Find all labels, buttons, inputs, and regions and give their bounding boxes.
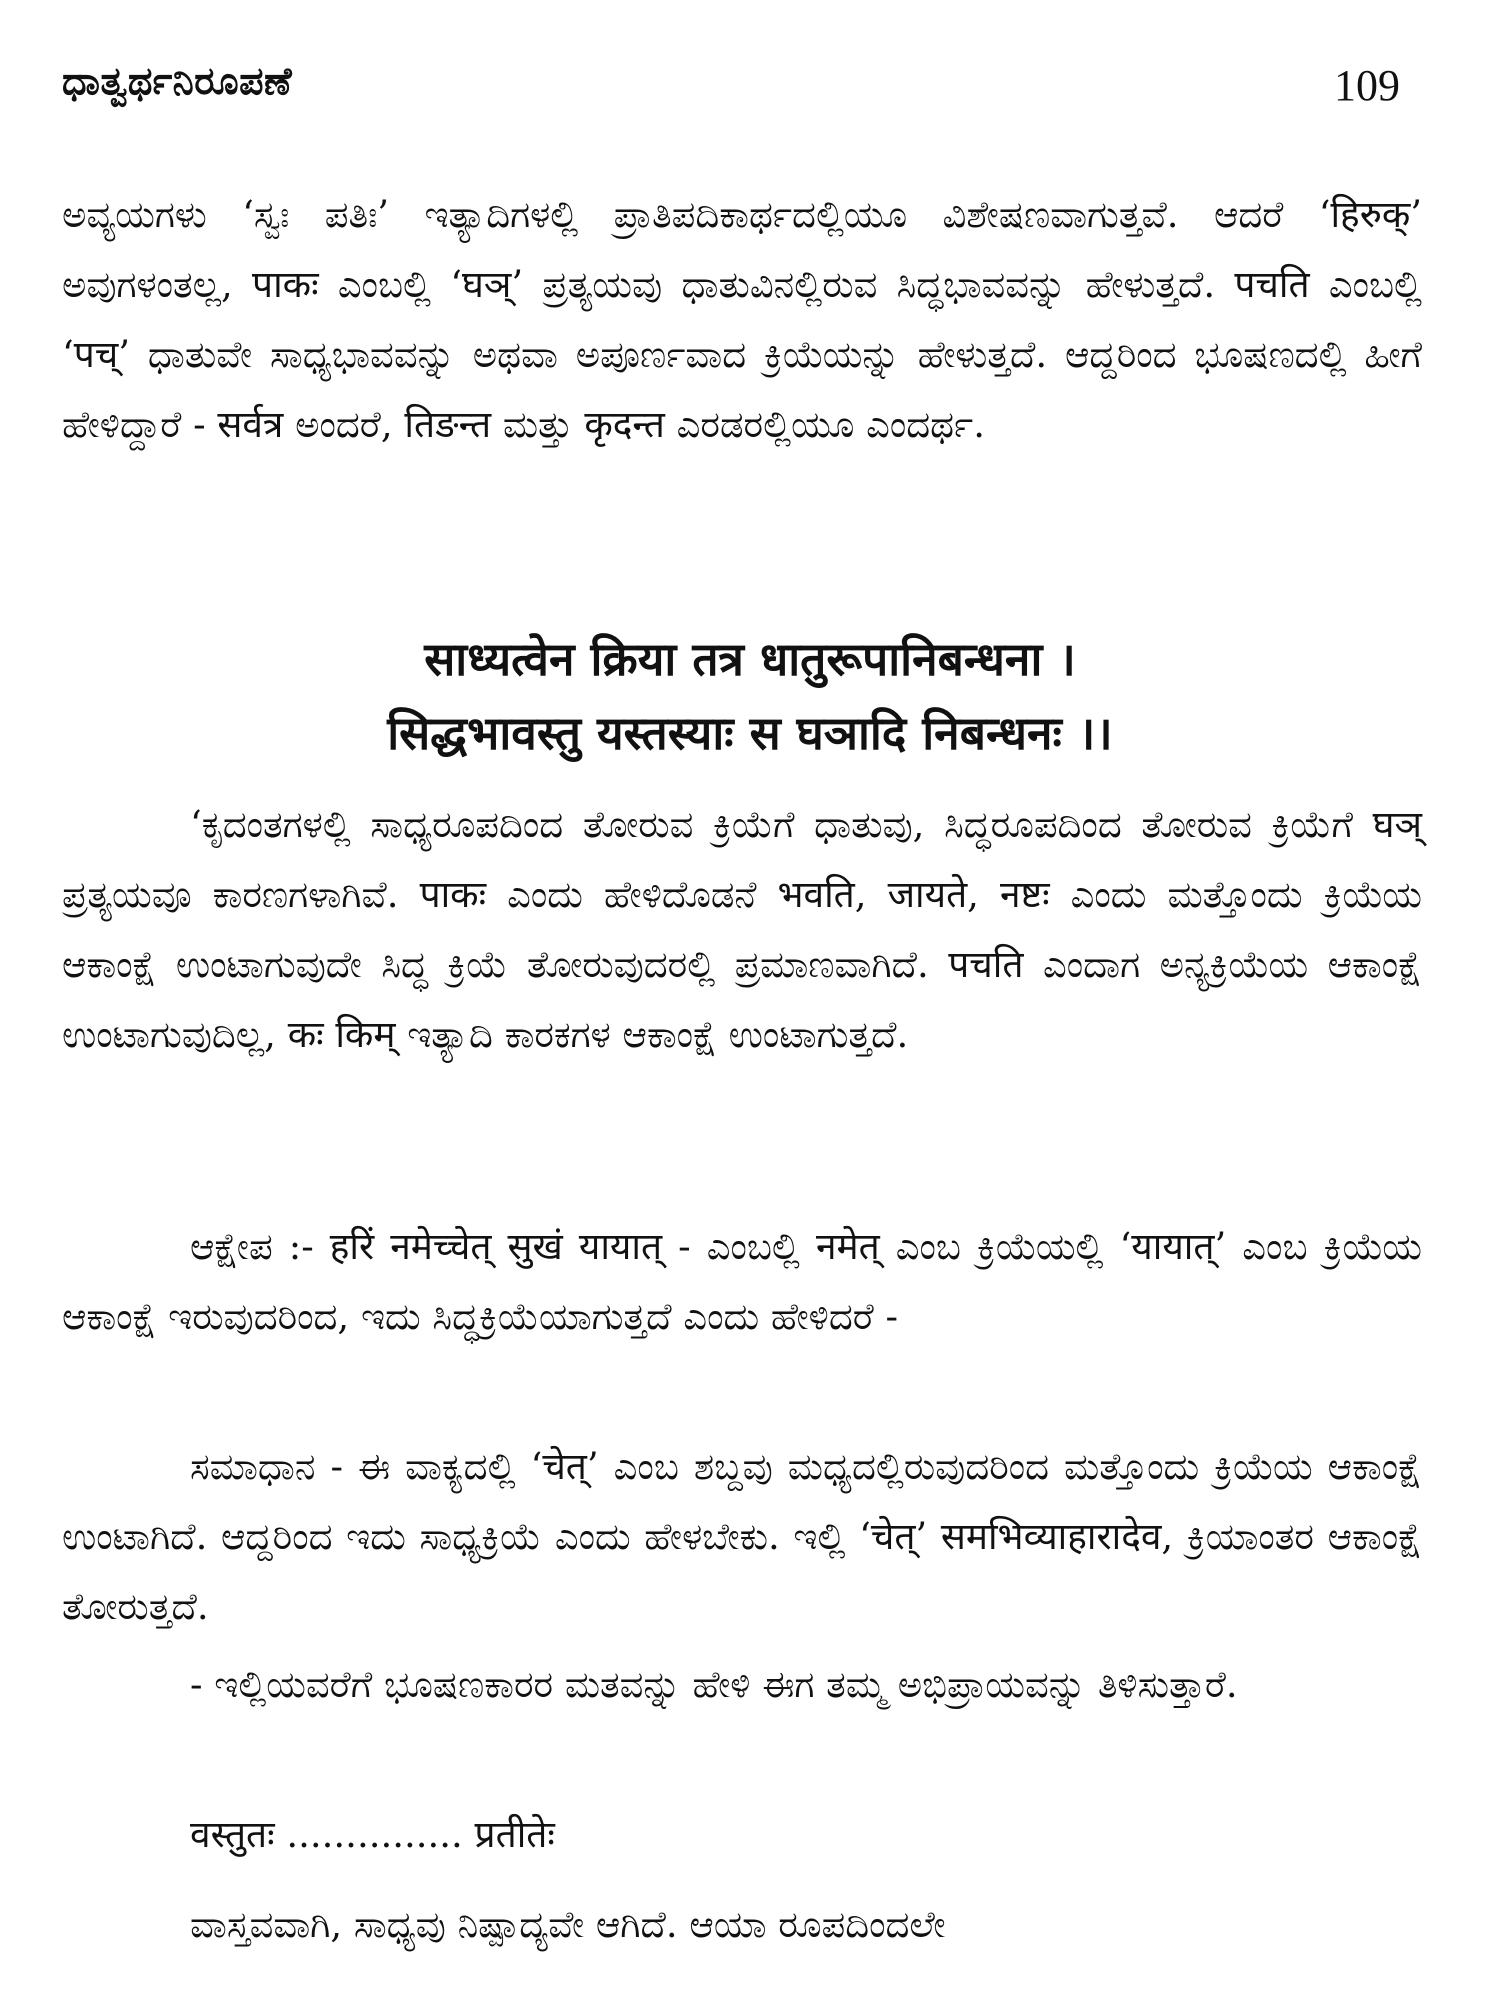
paragraph-3: ಆಕ್ಷೇಪ :- हरिं नमेच्चेत् सुखं यायात् - ಎಂಬಲ್ಲಿ नमेत् ಎಂಬ ಕ್ರಿಯೆಯಲ್ಲಿ ‘यायात्’ ಎಂಬ ಕ್ರಿಯೆಯ ಆಕಾಂಕ್ಷೆ ಇರುವುದರಿಂದ, ಇದು ಸಿದ್ಧಕ್ರಿಯೆಯಾಗುತ್ತದೆ ಎಂದು ಹೇಳಿದರೆ -: [62, 1225, 1422, 1338]
paragraph-2: ‘ಕೃದಂತಗಳಲ್ಲಿ ಸಾಧ್ಯರೂಪದಿಂದ ತೋರುವ ಕ್ರಿಯೆಗೆ ಧಾತುವು, ಸಿದ್ಧರೂಪದಿಂದ ತೋರುವ ಕ್ರಿಯೆಗೆ घञ् ಪ್ರತ್ಯಯವೂ ಕಾರಣಗಳಾಗಿವೆ. पाकः ಎಂದು ಹೇಳಿದೊಡನೆ भवति, जायते, नष्टः ಎಂದು ಮತ್ತೊಂದು ಕ್ರಿಯೆಯ ಆಕಾಂಕ್ಷೆ ಉಂಟಾಗುವುದೇ ಸಿದ್ಧ ಕ್ರಿಯೆ ತೋರುವುದರಲ್ಲಿ ಪ್ರಮಾಣವಾಗಿದೆ. पचति ಎಂದಾಗ ಅನ್ಯಕ್ರಿಯೆಯ ಆಕಾಂಕ್ಷೆ ಉಂಟಾಗುವುದಿಲ್ಲ, कः किम् ಇತ್ಯಾದಿ ಕಾರಕಗಳ ಆಕಾಂಕ್ಷೆ ಉಂಟಾಗುತ್ತದೆ.: [62, 803, 1422, 1056]
sanskrit-verse: [0, 622, 1500, 770]
paragraph-6: वस्तुतः ............... प्रतीतेः: [190, 1813, 555, 1856]
paragraph-4: ಸಮಾಧಾನ - ಈ ವಾಕ್ಯದಲ್ಲಿ ‘चेत्’ ಎಂಬ ಶಬ್ದವು ಮಧ್ಯದಲ್ಲಿರುವುದರಿಂದ ಮತ್ತೊಂದು ಕ್ರಿಯೆಯ ಆಕಾಂಕ್ಷೆ ಉಂಟಾಗಿದೆ. ಆದ್ದರಿಂದ ಇದು ಸಾಧ್ಯಕ್ರಿಯೆ ಎಂದು ಹೇಳಬೇಕು. ಇಲ್ಲಿ ‘चेत्’ समभिव्याहारादेव, ಕ್ರಿಯಾಂತರ ಆಕಾಂಕ್ಷೆ ತೋರುತ್ತದೆ.: [62, 1445, 1422, 1628]
paragraph-7: ವಾಸ್ತವವಾಗಿ, ಸಾಧ್ಯವು ನಿಷ್ಪಾದ್ಯವೇ ಆಗಿದೆ. ಆಯಾ ರೂಪದಿಂದಲೇ: [190, 1903, 946, 1946]
running-title: ಧಾತ್ವರ್ಥನಿರೂಪಣೆ: [62, 58, 293, 103]
paragraph-1: ಅವ್ಯಯಗಳು ‘ಸ್ವಃ ಪತಿಃ’ ಇತ್ಯಾದಿಗಳಲ್ಲಿ ಪ್ರಾತಿಪದಿಕಾರ್ಥದಲ್ಲಿಯೂ ವಿಶೇಷಣವಾಗುತ್ತವೆ. ಆದರೆ ‘हिरुक्’ ಅವುಗಳಂತಲ್ಲ, पाकः ಎಂಬಲ್ಲಿ ‘घञ्’ ಪ್ರತ್ಯಯವು ಧಾತುವಿನಲ್ಲಿರುವ ಸಿದ್ಧಭಾವವನ್ನು ಹೇಳುತ್ತದೆ. पचति ಎಂಬಲ್ಲಿ ‘पच्’ ಧಾತುವೇ ಸಾಧ್ಯಭಾವವನ್ನು ಅಥವಾ ಅಪೂರ್ಣವಾದ ಕ್ರಿಯೆಯನ್ನು ಹೇಳುತ್ತದೆ. ಆದ್ದರಿಂದ ಭೂಷಣದಲ್ಲಿ ಹೀಗೆ ಹೇಳಿದ್ದಾರೆ - सर्वत्र ಅಂದರೆ, तिङन्त ಮತ್ತು कृदन्त ಎರಡರಲ್ಲಿಯೂ ಎಂದರ್ಥ.: [62, 193, 1422, 446]
page-number: 109: [1334, 61, 1400, 110]
verse-line-2: सिद्धभावस्तु यस्तस्याः स घञादि निबन्धनः ।।: [387, 706, 1113, 760]
verse-line-1: साध्यत्वेन क्रिया तत्र धातुरूपानिबन्धना ।: [424, 632, 1076, 686]
paragraph-5: - ಇಲ್ಲಿಯವರೆಗೆ ಭೂಷಣಕಾರರ ಮತವನ್ನು ಹೇಳಿ ಈಗ ತಮ್ಮ ಅಭಿಪ್ರಾಯವನ್ನು ತಿಳಿಸುತ್ತಾರೆ.: [190, 1663, 1238, 1706]
